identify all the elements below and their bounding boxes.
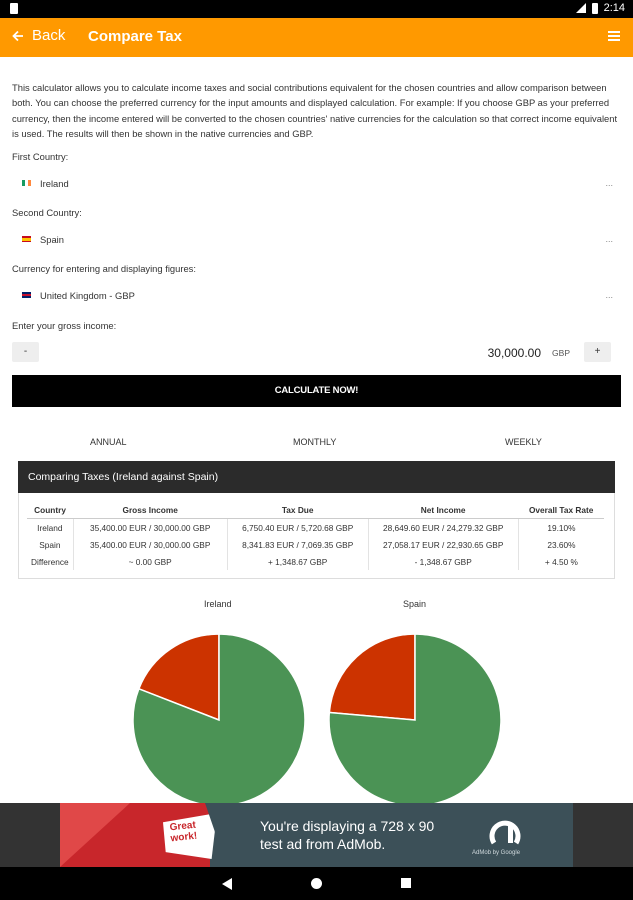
pie-slice-tax-due (329, 634, 415, 720)
tab-weekly[interactable]: WEEKLY (505, 437, 542, 447)
gross-income-input[interactable]: 30,000.00 (487, 346, 541, 360)
first-country-label: First Country: (12, 151, 69, 162)
table-cell: Difference (31, 556, 69, 567)
ad-badge-line: Great (169, 819, 197, 834)
tab-monthly[interactable]: MONTHLY (293, 437, 337, 447)
column-header: Overall Tax Rate (518, 501, 604, 519)
ad-text-line: test ad from AdMob. (260, 836, 386, 852)
increment-button[interactable]: + (584, 342, 611, 362)
decrement-button[interactable]: - (12, 342, 39, 362)
nav-home-icon[interactable] (311, 878, 322, 889)
admob-logo-icon (488, 815, 522, 845)
table-cell: 19.10% (518, 519, 604, 537)
pie-title-ireland: Ireland (204, 599, 232, 609)
table-cell: 8,341.83 EUR / 7,069.35 GBP (227, 536, 368, 553)
back-button[interactable] (12, 27, 65, 44)
back-label: Back (32, 27, 66, 44)
currency-picker[interactable] (12, 284, 621, 306)
table-row (27, 536, 604, 553)
column-header: Country (27, 501, 73, 519)
first-country-picker[interactable] (12, 172, 621, 194)
ad-text-line: You're displaying a 728 x 90 (260, 818, 435, 834)
column-header: Tax Due (227, 501, 368, 519)
status-time: 2:14 (603, 2, 625, 14)
second-country-value: Spain (40, 234, 64, 245)
gross-income-label: Enter your gross income: (12, 320, 117, 331)
table-cell: + 1,348.67 GBP (227, 553, 368, 570)
comparison-table (18, 493, 615, 579)
calculate-button[interactable]: CALCULATE NOW! (12, 375, 621, 407)
table-cell: ~ 0.00 GBP (73, 553, 227, 570)
pie-title-spain: Spain (403, 599, 427, 609)
ad-badge-line: work! (170, 830, 198, 845)
comparison-title: Comparing Taxes (Ireland against Spain) (18, 461, 615, 493)
pie-chart-ireland (132, 633, 306, 807)
admob-brand: AdMob by Google (472, 850, 521, 856)
nav-recents-icon[interactable] (401, 878, 411, 888)
sd-card-icon (10, 3, 18, 14)
first-country-value: Ireland (40, 178, 69, 189)
table-header-row (27, 501, 604, 519)
nav-back-icon[interactable] (222, 878, 232, 890)
second-country-picker[interactable] (12, 228, 621, 250)
table-cell: 6,750.40 EUR / 5,720.68 GBP (227, 519, 368, 537)
currency-value: United Kingdom - GBP (40, 290, 135, 301)
battery-icon (592, 3, 598, 14)
arrow-left-icon (12, 30, 24, 42)
more-icon: ... (605, 178, 613, 188)
table-cell: 23.60% (518, 536, 604, 553)
system-nav-bar (0, 867, 633, 900)
currency-label: Currency for entering and displaying figures: (12, 263, 196, 274)
more-icon: ... (605, 234, 613, 244)
table-cell: + 4.50 % (518, 553, 604, 570)
column-header: Gross Income (73, 501, 227, 519)
table-cell: 35,400.00 EUR / 30,000.00 GBP (73, 519, 227, 537)
table-cell: 27,058.17 EUR / 22,930.65 GBP (368, 536, 518, 553)
more-icon: ... (605, 290, 613, 300)
table-cell: 35,400.00 EUR / 30,000.00 GBP (73, 536, 227, 553)
spain-flag-icon (22, 236, 31, 242)
admob-test-ad[interactable] (60, 803, 573, 867)
menu-icon[interactable] (608, 31, 620, 41)
ad-text (260, 817, 434, 853)
intro-text: This calculator allows you to calculate income taxes and social contributions equivalent for the chosen countries and allow comparison between both. You can choose the preferred currency for the input amounts and displayed calculation. For example: If you choose GBP as your preferred currency, then the income entered will be converted to the chosen countries' native currencies for the calculation so that correct income equivalent is used. The results will then be shown in the native currencies and GBP. (12, 82, 618, 140)
page-title: Compare Tax (88, 28, 182, 45)
table-cell: - 1,348.67 GBP (368, 553, 518, 570)
table-cell: Ireland (37, 522, 63, 533)
signal-icon (576, 3, 586, 13)
uk-flag-icon (22, 292, 31, 298)
table-row (27, 553, 604, 570)
income-currency: GBP (552, 348, 570, 358)
ireland-flag-icon (22, 180, 31, 186)
ad-badge (169, 820, 198, 845)
table-cell: 28,649.60 EUR / 24,279.32 GBP (368, 519, 518, 537)
ad-banner[interactable] (0, 803, 633, 867)
status-bar (0, 0, 633, 18)
app-bar (0, 18, 633, 57)
tab-annual[interactable]: ANNUAL (90, 437, 127, 447)
pie-chart-spain (328, 633, 502, 807)
second-country-label: Second Country: (12, 207, 82, 218)
table-row (27, 519, 604, 537)
table-cell: Spain (39, 539, 61, 550)
column-header: Net Income (368, 501, 518, 519)
